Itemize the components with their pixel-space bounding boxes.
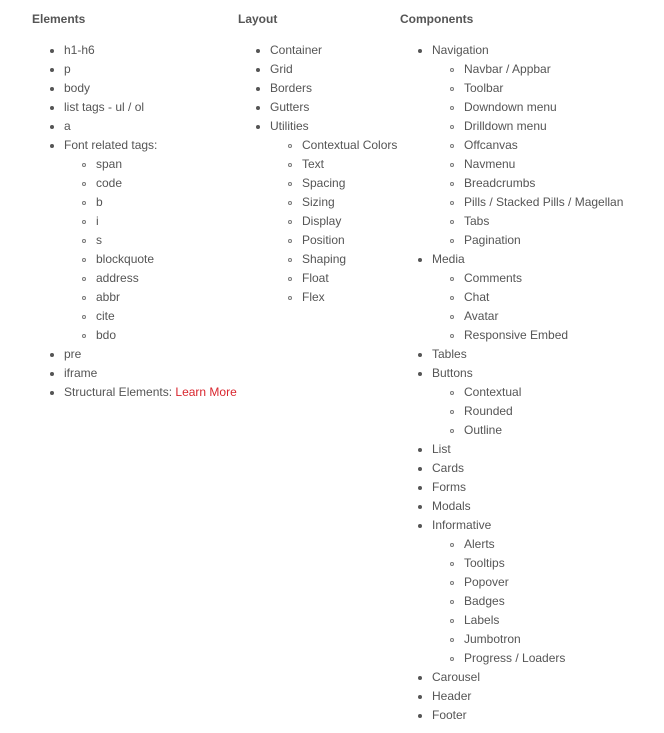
- list-item-row: [432, 364, 623, 383]
- list-item-informative: [432, 516, 623, 668]
- bullet-circle-icon: [450, 638, 454, 642]
- nav-link-list-tags-ul-ol[interactable]: list tags - ul / ol: [64, 100, 145, 114]
- bullet-circle-icon: [450, 277, 454, 281]
- nav-link-borders[interactable]: Borders: [270, 81, 313, 95]
- sub-list-item-downdown-menu: [432, 98, 623, 117]
- nav-link-navbar-appbar[interactable]: Navbar / Appbar: [464, 62, 551, 76]
- nav-link-breadcrumbs[interactable]: Breadcrumbs: [464, 176, 536, 190]
- nav-link-rounded[interactable]: Rounded: [464, 404, 513, 418]
- sub-list-item-contextual: [432, 383, 623, 402]
- list-item-row: [64, 41, 237, 60]
- list-item-pre: [64, 345, 237, 364]
- bullet-disc-icon: [418, 676, 422, 680]
- bullet-circle-icon: [450, 429, 454, 433]
- bullet-disc-icon: [50, 372, 54, 376]
- list-item-row: [432, 668, 623, 687]
- nav-link-iframe[interactable]: iframe: [64, 366, 98, 380]
- sub-list-utilities: [270, 136, 397, 307]
- list-item-row: [270, 79, 397, 98]
- bullet-circle-icon: [82, 163, 86, 167]
- nav-link-a[interactable]: a: [64, 119, 71, 133]
- list-item-cards: [432, 459, 623, 478]
- bullet-circle-icon: [450, 581, 454, 585]
- bullet-circle-icon: [450, 562, 454, 566]
- list-item-row: [270, 117, 397, 136]
- bullet-disc-icon: [418, 353, 422, 357]
- bullet-circle-icon: [288, 201, 292, 205]
- nav-link-outline[interactable]: Outline: [464, 423, 503, 437]
- sub-list-item-sizing: [270, 193, 397, 212]
- nav-link-navmenu[interactable]: Navmenu: [464, 157, 516, 171]
- bullet-circle-icon: [450, 182, 454, 186]
- nav-link-buttons[interactable]: Buttons: [432, 366, 473, 380]
- list-item-row: [64, 383, 237, 402]
- list-item-buttons: [432, 364, 623, 440]
- nav-link-avatar[interactable]: Avatar: [464, 309, 499, 323]
- sub-list-item-navmenu: [432, 155, 623, 174]
- sub-list-item-drilldown-menu: [432, 117, 623, 136]
- bullet-disc-icon: [418, 372, 422, 376]
- nav-link-downdown-menu[interactable]: Downdown menu: [464, 100, 557, 114]
- bullet-disc-icon: [418, 486, 422, 490]
- nav-link-responsive-embed[interactable]: Responsive Embed: [464, 328, 569, 342]
- sub-list-item-blockquote: [64, 250, 237, 269]
- nav-link-modals[interactable]: Modals: [432, 499, 471, 513]
- bullet-circle-icon: [82, 296, 86, 300]
- bullet-disc-icon: [256, 125, 260, 129]
- nav-link-grid[interactable]: Grid: [270, 62, 293, 76]
- bullet-disc-icon: [418, 258, 422, 262]
- bullet-circle-icon: [288, 163, 292, 167]
- nav-link-utilities[interactable]: Utilities: [270, 119, 309, 133]
- list-item-list: [432, 440, 623, 459]
- sub-list-item-outline: [432, 421, 623, 440]
- bullet-circle-icon: [450, 239, 454, 243]
- nav-link-header[interactable]: Header: [432, 689, 472, 703]
- sub-list-item-tooltips: [432, 554, 623, 573]
- list-item-font-related-tags: [64, 136, 237, 345]
- list-item-list-tags-ul-ol: [64, 98, 237, 117]
- bullet-circle-icon: [288, 144, 292, 148]
- bullet-circle-icon: [82, 239, 86, 243]
- nav-link-display[interactable]: Display: [302, 214, 342, 228]
- sub-list-item-comments: [432, 269, 623, 288]
- nav-link-s[interactable]: s: [96, 233, 102, 247]
- bullet-circle-icon: [288, 239, 292, 243]
- nav-link-navigation[interactable]: Navigation: [432, 43, 489, 57]
- sub-list-item-display: [270, 212, 397, 231]
- sub-list-item-span: [64, 155, 237, 174]
- elements-list: [64, 41, 237, 402]
- bullet-disc-icon: [418, 524, 422, 528]
- nav-link-sizing[interactable]: Sizing: [302, 195, 335, 209]
- list-item-footer: [432, 706, 623, 725]
- list-item-row: [432, 250, 623, 269]
- sub-list-item-popover: [432, 573, 623, 592]
- nav-link-float[interactable]: Float: [302, 271, 329, 285]
- list-item-row: [64, 60, 237, 79]
- bullet-circle-icon: [288, 182, 292, 186]
- bullet-disc-icon: [50, 144, 54, 148]
- bullet-circle-icon: [450, 296, 454, 300]
- list-item-row: [270, 41, 397, 60]
- nav-link-gutters[interactable]: Gutters: [270, 100, 310, 114]
- sub-list-informative: [432, 535, 623, 668]
- list-item-structural-elements: [64, 383, 237, 402]
- bullet-disc-icon: [50, 125, 54, 129]
- list-item-row: [64, 345, 237, 364]
- list-item-row: [64, 98, 237, 117]
- nav-link-structural-elements[interactable]: Structural Elements:: [64, 385, 173, 399]
- bullet-circle-icon: [82, 220, 86, 224]
- bullet-circle-icon: [450, 315, 454, 319]
- nav-link-carousel[interactable]: Carousel: [432, 670, 481, 684]
- bullet-disc-icon: [256, 68, 260, 72]
- sub-list-item-responsive-embed: [432, 326, 623, 345]
- nav-link-tables[interactable]: Tables: [432, 347, 467, 361]
- nav-link-pre[interactable]: pre: [64, 347, 82, 361]
- list-item-row: [270, 98, 397, 117]
- layout-list: [270, 41, 397, 307]
- bullet-circle-icon: [82, 277, 86, 281]
- bullet-disc-icon: [50, 353, 54, 357]
- bullet-disc-icon: [50, 49, 54, 53]
- list-item-container: [270, 41, 397, 60]
- sub-list-item-rounded: [432, 402, 623, 421]
- sub-list-item-tabs: [432, 212, 623, 231]
- sub-list-navigation: [432, 60, 623, 250]
- sub-list-item-bdo: [64, 326, 237, 345]
- nav-link-body[interactable]: body: [64, 81, 91, 95]
- sub-list-item-labels: [432, 611, 623, 630]
- bullet-disc-icon: [50, 68, 54, 72]
- list-item-row: [432, 706, 623, 725]
- bullet-disc-icon: [50, 391, 54, 395]
- nav-link-contextual[interactable]: Contextual: [464, 385, 522, 399]
- bullet-circle-icon: [450, 391, 454, 395]
- nav-link-jumbotron[interactable]: Jumbotron: [464, 632, 521, 646]
- bullet-disc-icon: [256, 49, 260, 53]
- nav-link-position[interactable]: Position: [302, 233, 345, 247]
- sub-list-item-b: [64, 193, 237, 212]
- list-item-tables: [432, 345, 623, 364]
- sub-list-buttons: [432, 383, 623, 440]
- nav-link-shaping[interactable]: Shaping: [302, 252, 347, 266]
- bullet-disc-icon: [256, 87, 260, 91]
- nav-link-tabs[interactable]: Tabs: [464, 214, 490, 228]
- bullet-circle-icon: [450, 201, 454, 205]
- nav-link-b[interactable]: b: [96, 195, 103, 209]
- list-item-row: [432, 459, 623, 478]
- list-item-utilities: [270, 117, 397, 307]
- list-item-row: [432, 41, 623, 60]
- nav-link-i[interactable]: i: [96, 214, 99, 228]
- components-list: [432, 41, 623, 725]
- bullet-circle-icon: [450, 543, 454, 547]
- nav-link-popover[interactable]: Popover: [464, 575, 509, 589]
- sub-list-item-flex: [270, 288, 397, 307]
- sub-list-item-position: [270, 231, 397, 250]
- list-item-row: [64, 79, 237, 98]
- list-item-row: [64, 364, 237, 383]
- nav-link-tooltips[interactable]: Tooltips: [464, 556, 505, 570]
- nav-link-bdo[interactable]: bdo: [96, 328, 117, 342]
- sub-list-item-float: [270, 269, 397, 288]
- nav-link-drilldown-menu[interactable]: Drilldown menu: [464, 119, 547, 133]
- sub-list-item-toolbar: [432, 79, 623, 98]
- sub-list-item-jumbotron: [432, 630, 623, 649]
- sub-list-item-abbr: [64, 288, 237, 307]
- list-item-iframe: [64, 364, 237, 383]
- nav-link-forms[interactable]: Forms: [432, 480, 466, 494]
- nav-link-footer[interactable]: Footer: [432, 708, 467, 722]
- bullet-circle-icon: [288, 220, 292, 224]
- list-item-row: [432, 687, 623, 706]
- nav-link-list[interactable]: List: [432, 442, 451, 456]
- sub-list-item-progress-loaders: [432, 649, 623, 668]
- list-item-row: [432, 516, 623, 535]
- bullet-circle-icon: [82, 258, 86, 262]
- bullet-circle-icon: [82, 182, 86, 186]
- list-item-media: [432, 250, 623, 345]
- bullet-circle-icon: [288, 277, 292, 281]
- nav-link-labels[interactable]: Labels: [464, 613, 500, 627]
- list-item-modals: [432, 497, 623, 516]
- bullet-disc-icon: [50, 106, 54, 110]
- nav-link-contextual-colors[interactable]: Contextual Colors: [302, 138, 398, 152]
- list-item-body: [64, 79, 237, 98]
- bullet-circle-icon: [450, 619, 454, 623]
- list-item-forms: [432, 478, 623, 497]
- sub-list-item-code: [64, 174, 237, 193]
- bullet-circle-icon: [450, 106, 454, 110]
- sub-list-item-shaping: [270, 250, 397, 269]
- bullet-circle-icon: [450, 600, 454, 604]
- list-item-row: [432, 440, 623, 459]
- bullet-disc-icon: [418, 49, 422, 53]
- bullet-circle-icon: [450, 87, 454, 91]
- list-item-row: [432, 497, 623, 516]
- list-item-carousel: [432, 668, 623, 687]
- nav-link-flex[interactable]: Flex: [302, 290, 325, 304]
- sub-list-font-related-tags: [64, 155, 237, 345]
- bullet-circle-icon: [450, 410, 454, 414]
- bullet-circle-icon: [450, 220, 454, 224]
- sub-list-item-i: [64, 212, 237, 231]
- nav-link-offcanvas[interactable]: Offcanvas: [464, 138, 518, 152]
- sub-list-item-pagination: [432, 231, 623, 250]
- sub-list-item-address: [64, 269, 237, 288]
- bullet-disc-icon: [256, 106, 260, 110]
- sub-list-media: [432, 269, 623, 345]
- nav-link-blockquote[interactable]: blockquote: [96, 252, 155, 266]
- list-item-navigation: [432, 41, 623, 250]
- bullet-circle-icon: [288, 296, 292, 300]
- sub-list-item-text: [270, 155, 397, 174]
- nav-link-font-related-tags[interactable]: Font related tags:: [64, 138, 158, 152]
- nav-link-pagination[interactable]: Pagination: [464, 233, 521, 247]
- nav-link-text[interactable]: Text: [302, 157, 325, 171]
- layout-heading: Layout: [238, 12, 278, 26]
- bullet-disc-icon: [418, 505, 422, 509]
- bullet-disc-icon: [418, 448, 422, 452]
- nav-link-cards[interactable]: Cards: [432, 461, 465, 475]
- bullet-circle-icon: [82, 334, 86, 338]
- nav-link-abbr[interactable]: abbr: [96, 290, 121, 304]
- nav-link-progress-loaders[interactable]: Progress / Loaders: [464, 651, 566, 665]
- nav-link-code[interactable]: code: [96, 176, 123, 190]
- list-item-gutters: [270, 98, 397, 117]
- nav-link-span[interactable]: span: [96, 157, 123, 171]
- nav-link-badges[interactable]: Badges: [464, 594, 505, 608]
- bullet-circle-icon: [450, 125, 454, 129]
- sub-list-item-breadcrumbs: [432, 174, 623, 193]
- list-item-row: [432, 345, 623, 364]
- sub-list-item-cite: [64, 307, 237, 326]
- bullet-disc-icon: [418, 467, 422, 471]
- nav-link-comments[interactable]: Comments: [464, 271, 523, 285]
- list-item-grid: [270, 60, 397, 79]
- bullet-circle-icon: [450, 334, 454, 338]
- list-item-row: [64, 117, 237, 136]
- bullet-disc-icon: [418, 695, 422, 699]
- nav-link-h1-h6[interactable]: h1-h6: [64, 43, 95, 57]
- nav-link-container[interactable]: Container: [270, 43, 323, 57]
- nav-link-media[interactable]: Media: [432, 252, 465, 266]
- bullet-disc-icon: [418, 714, 422, 718]
- sub-list-item-alerts: [432, 535, 623, 554]
- nav-link-cite[interactable]: cite: [96, 309, 115, 323]
- list-item-header: [432, 687, 623, 706]
- bullet-circle-icon: [450, 657, 454, 661]
- elements-heading: Elements: [32, 12, 86, 26]
- nav-link-pills-stacked-pills-magellan[interactable]: Pills / Stacked Pills / Magellan: [464, 195, 624, 209]
- bullet-circle-icon: [450, 163, 454, 167]
- nav-link-address[interactable]: address: [96, 271, 139, 285]
- bullet-circle-icon: [450, 144, 454, 148]
- bullet-circle-icon: [288, 258, 292, 262]
- nav-link-chat[interactable]: Chat: [464, 290, 490, 304]
- bullet-circle-icon: [82, 201, 86, 205]
- sub-list-item-chat: [432, 288, 623, 307]
- sub-list-item-navbar-appbar: [432, 60, 623, 79]
- sub-list-item-avatar: [432, 307, 623, 326]
- sub-list-item-contextual-colors: [270, 136, 397, 155]
- list-item-row: [432, 478, 623, 497]
- sub-list-item-offcanvas: [432, 136, 623, 155]
- sub-list-item-badges: [432, 592, 623, 611]
- nav-link-toolbar[interactable]: Toolbar: [464, 81, 504, 95]
- list-item-borders: [270, 79, 397, 98]
- learn-more-link[interactable]: Learn More: [175, 385, 237, 399]
- nav-link-spacing[interactable]: Spacing: [302, 176, 346, 190]
- nav-link-informative[interactable]: Informative: [432, 518, 492, 532]
- sub-list-item-pills-stacked-pills-magellan: [432, 193, 623, 212]
- list-item-a: [64, 117, 237, 136]
- bullet-disc-icon: [50, 87, 54, 91]
- list-item-row: [64, 136, 237, 155]
- list-item-p: [64, 60, 237, 79]
- list-item-h1-h6: [64, 41, 237, 60]
- list-item-row: [270, 60, 397, 79]
- bullet-circle-icon: [450, 68, 454, 72]
- bullet-circle-icon: [82, 315, 86, 319]
- sub-list-item-spacing: [270, 174, 397, 193]
- components-heading: Components: [400, 12, 474, 26]
- sub-list-item-s: [64, 231, 237, 250]
- nav-link-p[interactable]: p: [64, 62, 71, 76]
- nav-link-alerts[interactable]: Alerts: [464, 537, 495, 551]
